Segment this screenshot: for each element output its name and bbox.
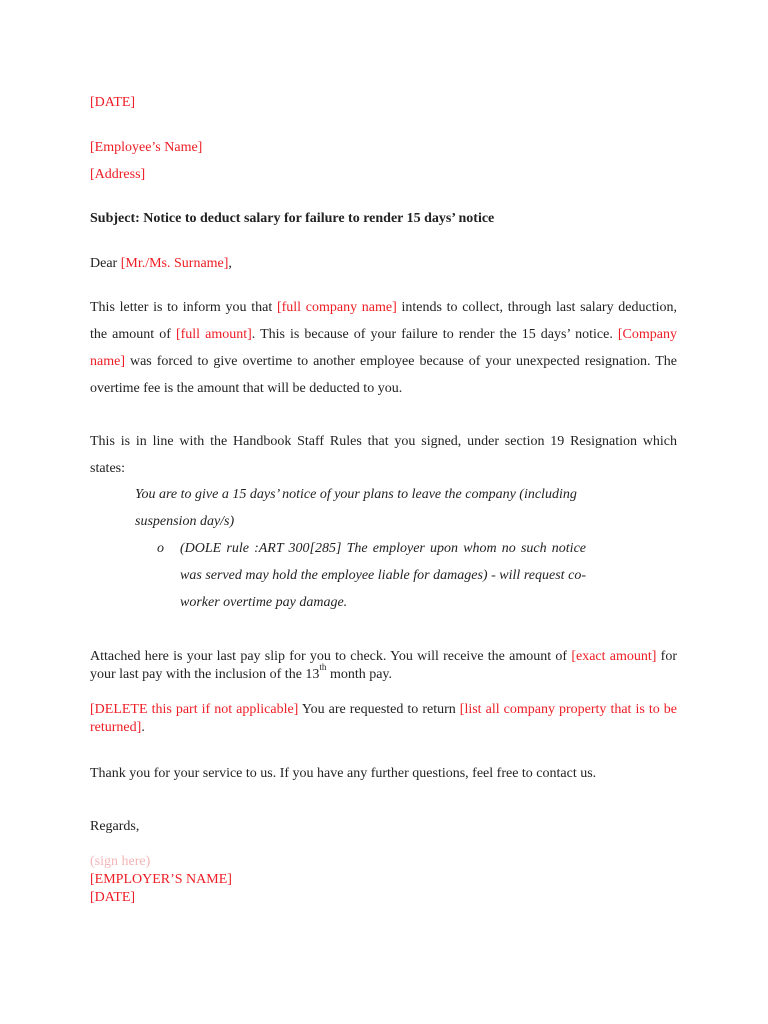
salutation-dear: Dear: [90, 256, 121, 271]
sign-here-placeholder: (sign here): [90, 854, 151, 869]
full-amount-placeholder: [full amount]: [175, 327, 252, 342]
subject-line: Subject: Notice to deduct salary for failure to render 15 days’ notice: [90, 211, 495, 226]
surname-placeholder: [Mr./Ms. Surname]: [120, 256, 229, 271]
para4-text-2: .: [141, 720, 145, 735]
paragraph-collection-notice: [90, 294, 677, 402]
para1-text-3: . This is because of your failure to render the 15 days’ notice.: [251, 327, 618, 342]
thank-you-line: Thank you for your service to us. If you have any further questions, feel free to contact us.: [90, 766, 597, 781]
handbook-quote: You are to give a 15 days’ notice of your plans to leave the company (including suspension day/s): [135, 487, 577, 529]
para1-text-2: intends to collect, through last salary deduction, the amount of: [90, 300, 677, 342]
company-name-placeholder: [Company name]: [90, 327, 677, 369]
para1-text-1: This letter is to inform you that: [90, 300, 277, 315]
delete-note-placeholder: [DELETE this part if not applicable]: [90, 702, 299, 717]
regards-line: Regards,: [90, 819, 140, 834]
superscript-th: th: [319, 662, 327, 673]
exact-amount-placeholder: [exact amount]: [571, 649, 657, 664]
para1-text-4: was forced to give overtime to another employee because of your unexpected resignation. The overtime fee is the amount that will be deducted to you.: [90, 354, 677, 396]
salutation: [90, 256, 232, 272]
dole-rule-bullet: (DOLE rule :ART 300[285] The employer upon whom no such notice was served may hold the employee liable for damages) - will request co-worker overtime pay damage.: [180, 541, 586, 610]
company-full-name-placeholder: [full company name]: [276, 300, 397, 315]
company-property-placeholder: [list all company property that is to be returned]: [90, 702, 677, 735]
para3-text-2: for your last pay with the inclusion of the 13: [90, 649, 677, 682]
para3-text-1: Attached here is your last pay slip for you to check. You will receive the amount of: [90, 649, 572, 664]
date-placeholder: [DATE]: [90, 95, 136, 110]
employee-name-placeholder: [Employee’s Name]: [90, 140, 203, 155]
paragraph-pay-slip: [90, 648, 677, 684]
bottom-date-placeholder: [DATE]: [90, 890, 136, 905]
bullet-marker: o: [157, 541, 164, 556]
salutation-comma: ,: [228, 256, 232, 271]
paragraph-return-property: [90, 701, 677, 737]
paragraph-handbook-rules: This is in line with the Handbook Staff Rules that you signed, under section 19 Resignation which states:: [90, 434, 677, 476]
para3-text-3: month pay.: [326, 667, 393, 682]
employer-name-placeholder: [EMPLOYER’S NAME]: [90, 872, 232, 887]
address-placeholder: [Address]: [90, 167, 146, 182]
para4-text-1: You are requested to return: [298, 702, 460, 717]
